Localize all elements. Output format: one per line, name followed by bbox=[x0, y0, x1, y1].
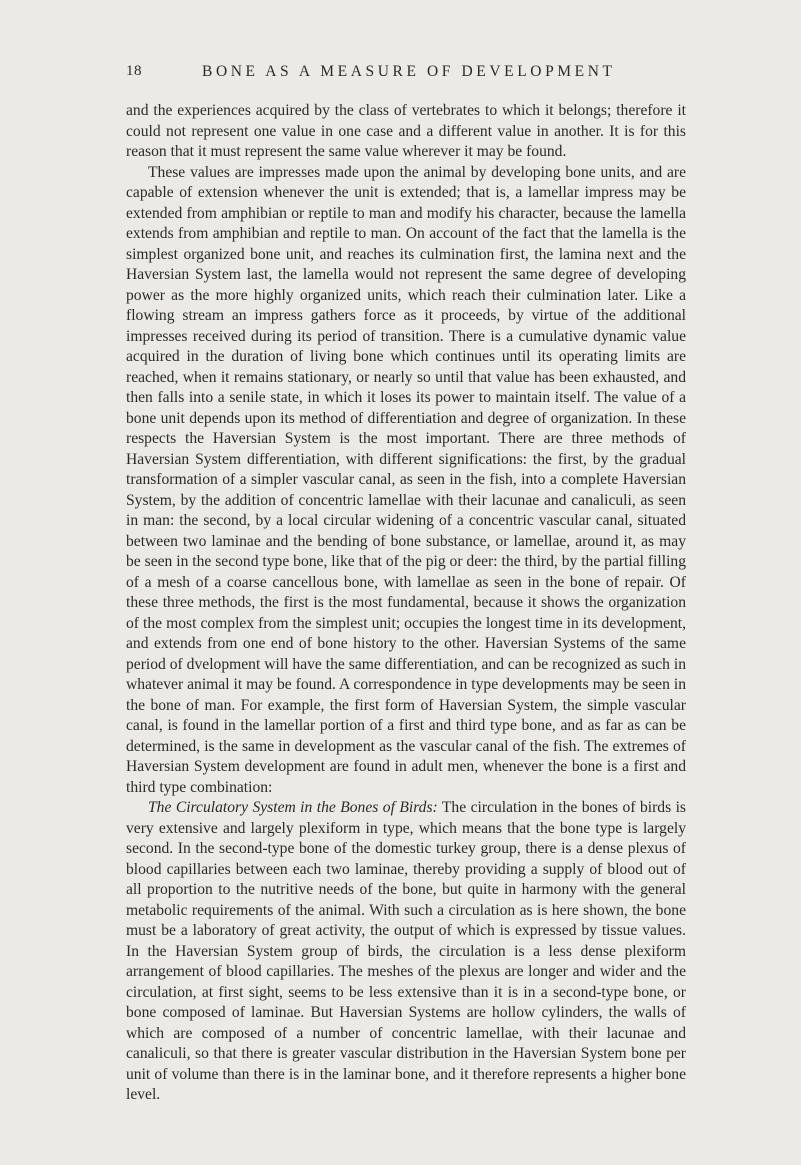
running-head: BONE AS A MEASURE OF DEVELOPMENT bbox=[202, 63, 616, 80]
page-header bbox=[126, 63, 686, 85]
paragraph-3 bbox=[126, 798, 686, 1106]
section-heading-italic: The Circulatory System in the Bones of Birds: bbox=[148, 799, 438, 816]
paragraph-3-text: The circulation in the bones of birds is very extensive and largely plexiform in type, which means that the bone type is largely second. In the second-type bone of the domestic turkey group, there is a dense plexus of blood capillaries between each two laminae, thereby providing a supply of blood out of all proportion to the nutritive needs of the bone, but quite in harmony with the general metabolic requirements of the animal. With such a circulation as is here shown, the bone must be a laboratory of great activity, the output of which is expressed by tissue values. In the Haversian System group of birds, the circulation is a less dense plexiform arrangement of blood capillaries. The meshes of the plexus are longer and wider and the circulation, at first sight, seems to be less extensive than it is in a second-type bone, or bone composed of laminae. But Haversian Systems are hollow cylinders, the walls of which are composed of a number of concentric lamellae, with their lacunae and canaliculi, so that there is greater vascular distribution in the Haversian System bone per unit of volume than there is in the laminar bone, and it therefore represents a higher bone level. bbox=[126, 799, 686, 1103]
paragraph-2: These values are impresses made upon the animal by developing bone units, and are capable of extension whenever the unit is extended; that is, a lamellar impress may be extended from amphibian or reptile to man and modify his character, because the lamella extends from amphibian and reptile to man. On account of the fact that the lamella is the simplest organized bone unit, and reaches its culmination first, the lamina next and the Haversian System last, the lamella would not represent the same degree of developing power as the more highly organized units, which reach their culmination later. Like a flowing stream an impress gathers force as it proceeds, by virtue of the additional impresses received during its period of transition. There is a cumulative dynamic value acquired in the duration of living bone which continues until its operating limits are reached, when it remains stationary, or nearly so until that value has been exhausted, and then falls into a senile state, in which it loses its power to maintain itself. The value of a bone unit depends upon its method of differentiation and degree of organization. In these respects the Haversian System is the most important. There are three methods of Haversian System differentiation, with different significations: the first, by the gradual transformation of a simpler vascular canal, as seen in the fish, into a complete Haversian System, by the addition of concentric lamellae with their lacunae and canaliculi, as seen in man: the second, by a local circular widening of a concentric vascular canal, situated between two laminae and the bending of bone substance, or lamellae, around it, as may be seen in the second type bone, like that of the pig or deer: the third, by the partial filling of a mesh of a coarse cancellous bone, with lamellae as seen in the bone of repair. Of these three methods, the first is the most fundamental, because it shows the organization of the most complex from the simplest unit; occupies the longest time in its development, and extends from one end of bone history to the other. Haversian Systems of the same period of dvelopment will have the same differentiation, and can be recognized as such in whatever animal it may be found. A correspondence in type developments may be seen in the bone of man. For example, the first form of Haversian System, the simple vascular canal, is found in the lamellar portion of a first and third type bone, and as far as can be determined, is the same in development as the vascular canal of the fish. The extremes of Haversian System development are found in adult men, whenever the bone is a first and third type combination: bbox=[126, 163, 686, 796]
body-text bbox=[126, 101, 686, 1106]
paragraph-1: and the experiences acquired by the class of vertebrates to which it belongs; therefore it could not represent one value in one case and a different value in another. It is for this reason that it must represent the same value wherever it may be found. bbox=[126, 102, 686, 160]
page-number: 18 bbox=[126, 63, 142, 79]
